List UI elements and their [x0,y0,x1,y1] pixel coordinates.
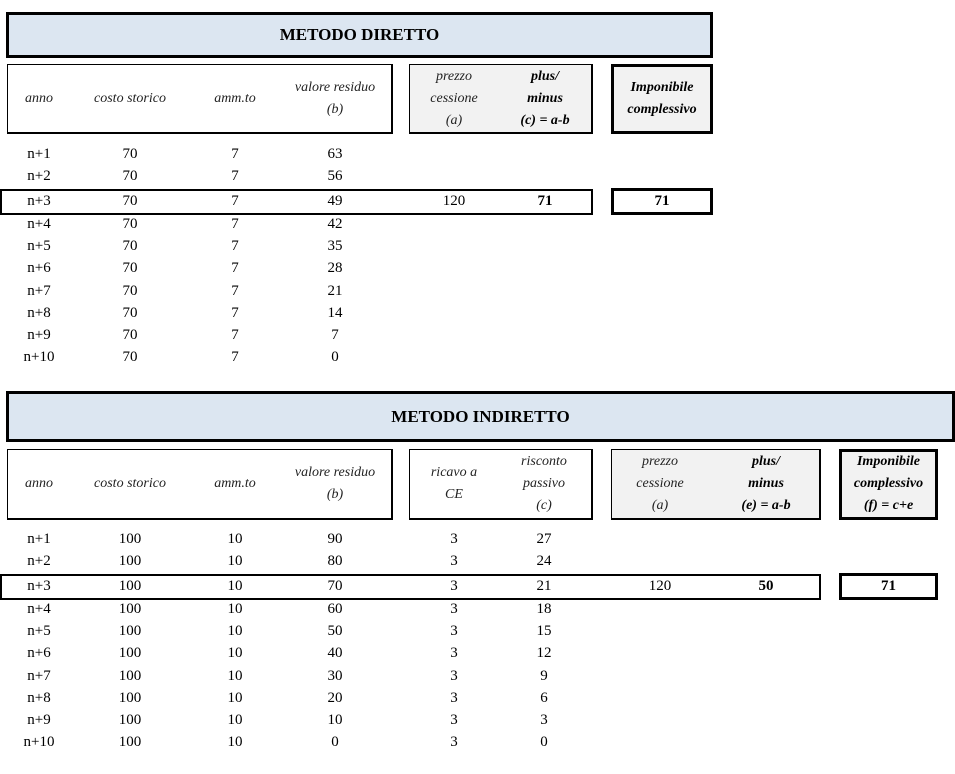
diretto-cell-prezzo: 120 [442,193,466,209]
diretto-cell-anno: n+8 [27,305,51,321]
indiretto-cell-risconto: 6 [540,690,548,706]
indiretto-header-risc-3: (c) [536,498,552,513]
indiretto-cell-valore: 10 [327,712,343,728]
diretto-cell-costo: 70 [122,168,138,184]
indiretto-header-risc-2: passivo [523,476,565,491]
diretto-header-plus-3: (c) = a-b [520,113,570,128]
indiretto-cell-risconto: 9 [540,668,548,684]
indiretto-cell-costo: 100 [118,578,142,594]
diretto-header-plus-1: plus/ [530,69,559,84]
indiretto-cell-costo: 100 [118,553,142,569]
diretto-header-imp-2: complessivo [627,102,697,117]
indiretto-header-amm: amm.to [214,476,256,491]
indiretto-cell-costo: 100 [118,623,142,639]
indiretto-cell-ricavo: 3 [450,690,458,706]
diretto-cell-amm: 7 [231,146,239,162]
indiretto-cell-costo: 100 [118,668,142,684]
indiretto-header-anno: anno [25,476,53,491]
indiretto-cell-ricavo: 3 [450,668,458,684]
diretto-cell-anno: n+7 [27,283,51,299]
diretto-cell-amm: 7 [231,305,239,321]
indiretto-cell-valore: 90 [327,531,343,547]
diretto-cell-costo: 70 [122,327,138,343]
indiretto-cell-anno: n+10 [23,734,55,750]
indiretto-cell-amm: 10 [227,645,243,661]
indiretto-cell-risconto: 18 [536,601,552,617]
diretto-cell-anno: n+6 [27,260,51,276]
indiretto-header-plus-1: plus/ [751,454,780,469]
indiretto-header-imp-2: complessivo [853,476,924,491]
diretto-cell-valore: 7 [331,327,339,343]
indiretto-cell-amm: 10 [227,578,243,594]
indiretto-title: METODO INDIRETTO [6,391,955,442]
diretto-cell-valore: 0 [331,349,339,365]
diretto-cell-anno: n+3 [27,193,51,209]
diretto-cell-costo: 70 [122,146,138,162]
indiretto-cell-amm: 10 [227,553,243,569]
diretto-header-costo: costo storico [94,91,166,106]
diretto-cell-costo: 70 [122,305,138,321]
indiretto-cell-ricavo: 3 [450,712,458,728]
diretto-header-prezzo-1: prezzo [435,69,473,84]
indiretto-cell-ricavo: 3 [450,601,458,617]
diretto-cell-anno: n+2 [27,168,51,184]
indiretto-cell-amm: 10 [227,601,243,617]
indiretto-cell-risconto: 24 [536,553,552,569]
indiretto-cell-ricavo: 3 [450,623,458,639]
indiretto-cell-anno: n+8 [27,690,51,706]
diretto-header-prezzo-3: (a) [445,113,463,128]
diretto-header-prezzo-2: cessione [430,91,478,106]
diretto-cell-costo: 70 [122,238,138,254]
diretto-cell-anno: n+4 [27,216,51,232]
diretto-cell-valore: 42 [327,216,343,232]
indiretto-cell-costo: 100 [118,531,142,547]
diretto-title: METODO DIRETTO [6,12,713,58]
diretto-cell-valore: 49 [327,193,343,209]
diretto-cell-costo: 70 [122,193,138,209]
diretto-cell-anno: n+5 [27,238,51,254]
diretto-header-plus-2: minus [527,91,563,106]
indiretto-cell-risconto: 21 [536,578,552,594]
indiretto-cell-valore: 70 [327,578,343,594]
indiretto-header-prezzo-2: cessione [636,476,684,491]
indiretto-cell-anno: n+9 [27,712,51,728]
indiretto-cell-risconto: 12 [536,645,552,661]
diretto-cell-amm: 7 [231,216,239,232]
indiretto-header-costo: costo storico [94,476,166,491]
indiretto-cell-risconto: 0 [540,734,548,750]
diretto-cell-amm: 7 [231,238,239,254]
diretto-cell-amm: 7 [231,193,239,209]
indiretto-header-imp-3: (f) = c+e [863,498,914,513]
diretto-header-imp-1: Imponibile [630,80,694,95]
diretto-cell-costo: 70 [122,216,138,232]
indiretto-cell-anno: n+1 [27,531,51,547]
indiretto-cell-valore: 60 [327,601,343,617]
indiretto-header-prezzo-3: (a) [651,498,669,513]
diretto-header-amm: amm.to [214,91,256,106]
indiretto-cell-amm: 10 [227,623,243,639]
indiretto-header-ricavo-1: ricavo a [430,465,478,480]
indiretto-cell-costo: 100 [118,690,142,706]
indiretto-cell-risconto: 27 [536,531,552,547]
indiretto-cell-costo: 100 [118,734,142,750]
indiretto-cell-valore: 20 [327,690,343,706]
diretto-cell-costo: 70 [122,283,138,299]
indiretto-cell-plus: 50 [758,578,774,594]
indiretto-cell-ricavo: 3 [450,734,458,750]
indiretto-cell-risconto: 15 [536,623,552,639]
indiretto-cell-amm: 10 [227,690,243,706]
indiretto-header-valore-1: valore residuo [294,465,376,480]
diretto-cell-valore: 63 [327,146,343,162]
diretto-header-valore-2: (b) [326,102,344,117]
indiretto-cell-prezzo: 120 [648,578,672,594]
diretto-cell-valore: 35 [327,238,343,254]
diretto-cell-amm: 7 [231,168,239,184]
indiretto-header-plus-3: (e) = a-b [741,498,791,513]
indiretto-cell-valore: 0 [331,734,339,750]
indiretto-header-valore-2: (b) [326,487,344,502]
indiretto-cell-ricavo: 3 [450,531,458,547]
diretto-cell-anno: n+10 [23,349,55,365]
indiretto-cell-risconto: 3 [540,712,548,728]
diretto-cell-amm: 7 [231,260,239,276]
indiretto-cell-amm: 10 [227,734,243,750]
diretto-cell-amm: 7 [231,349,239,365]
diretto-header-anno: anno [25,91,53,106]
indiretto-cell-costo: 100 [118,601,142,617]
diretto-cell-anno: n+1 [27,146,51,162]
indiretto-header-ricavo-2: CE [445,487,463,502]
diretto-cell-anno: n+9 [27,327,51,343]
indiretto-cell-ricavo: 3 [450,553,458,569]
diretto-imponibile-box: 71 [611,188,713,215]
diretto-cell-valore: 28 [327,260,343,276]
diretto-cell-amm: 7 [231,327,239,343]
indiretto-cell-valore: 30 [327,668,343,684]
indiretto-imponibile-box: 71 [839,573,938,600]
indiretto-cell-amm: 10 [227,531,243,547]
indiretto-cell-anno: n+3 [27,578,51,594]
indiretto-cell-anno: n+7 [27,668,51,684]
indiretto-cell-anno: n+4 [27,601,51,617]
indiretto-cell-valore: 40 [327,645,343,661]
indiretto-cell-anno: n+6 [27,645,51,661]
indiretto-header-risc-1: risconto [521,454,567,469]
indiretto-cell-amm: 10 [227,712,243,728]
indiretto-cell-anno: n+5 [27,623,51,639]
diretto-cell-valore: 21 [327,283,343,299]
diretto-cell-costo: 70 [122,349,138,365]
indiretto-cell-costo: 100 [118,712,142,728]
indiretto-cell-costo: 100 [118,645,142,661]
indiretto-cell-ricavo: 3 [450,578,458,594]
diretto-cell-amm: 7 [231,283,239,299]
indiretto-header-plus-2: minus [748,476,784,491]
diretto-cell-costo: 70 [122,260,138,276]
indiretto-header-imp-1: Imponibile [856,454,920,469]
diretto-cell-valore: 14 [327,305,343,321]
indiretto-header-prezzo-1: prezzo [641,454,679,469]
indiretto-cell-valore: 50 [327,623,343,639]
indiretto-cell-anno: n+2 [27,553,51,569]
indiretto-cell-ricavo: 3 [450,645,458,661]
indiretto-cell-valore: 80 [327,553,343,569]
diretto-cell-plus: 71 [537,193,553,209]
diretto-cell-valore: 56 [327,168,343,184]
diretto-header-valore-1: valore residuo [294,80,376,95]
indiretto-cell-amm: 10 [227,668,243,684]
